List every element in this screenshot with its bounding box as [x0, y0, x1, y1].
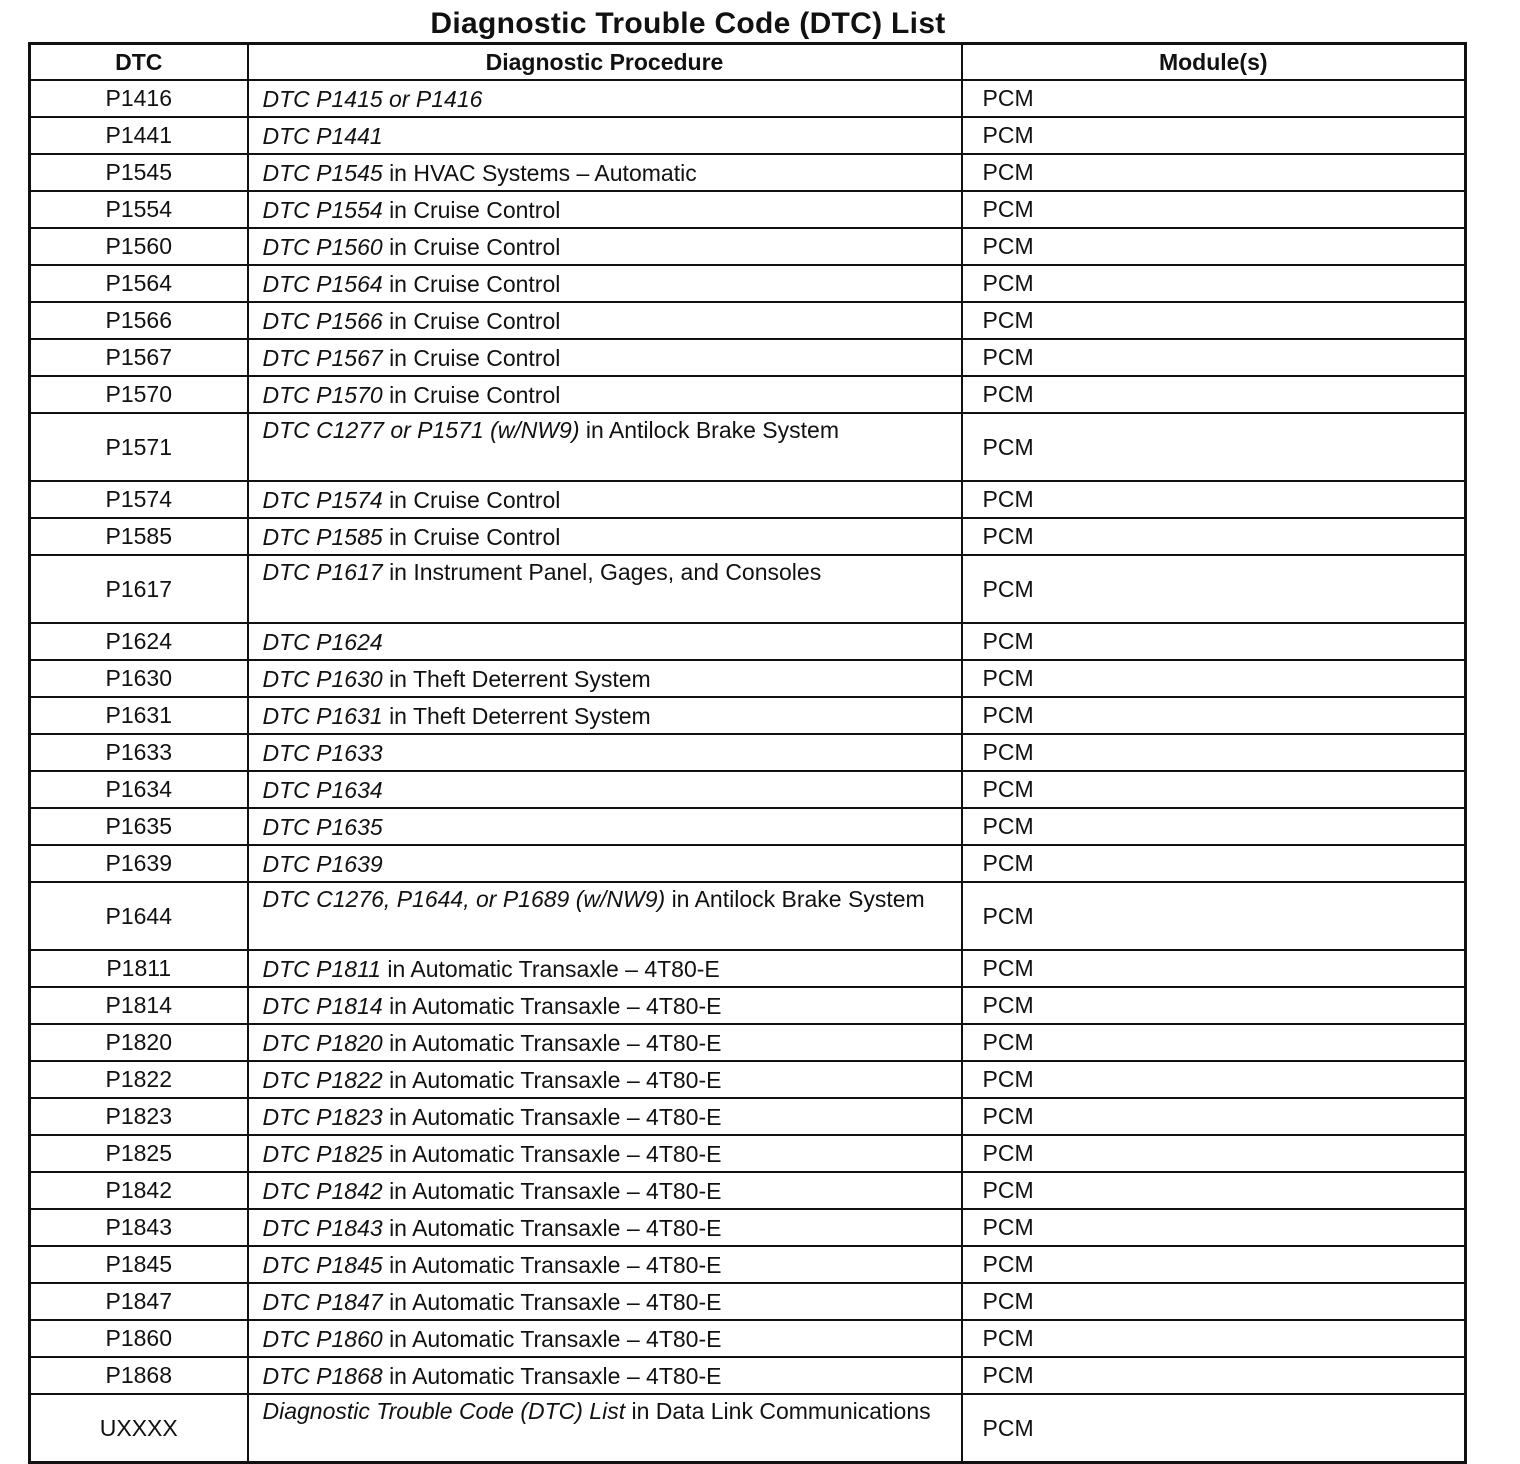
diagnostic-procedure-cell: [248, 555, 962, 623]
procedure-location: in Automatic Transaxle – 4T80-E: [389, 1141, 722, 1167]
procedure-reference: DTC P1567: [262, 345, 383, 371]
dtc-code-cell: P1823: [30, 1098, 248, 1135]
procedure-reference: DTC P1822: [262, 1067, 383, 1093]
procedure-location: in Cruise Control: [389, 487, 561, 513]
dtc-code-cell: P1566: [30, 302, 248, 339]
module-cell: PCM: [962, 1246, 1466, 1283]
dtc-code-cell: P1635: [30, 808, 248, 845]
module-cell: PCM: [962, 950, 1466, 987]
procedure-location: in Automatic Transaxle – 4T80-E: [389, 1067, 722, 1093]
table-row: [30, 697, 1466, 734]
procedure-reference: DTC P1624: [262, 629, 383, 655]
procedure-reference: DTC P1564: [262, 271, 383, 297]
module-cell: PCM: [962, 623, 1466, 660]
diagnostic-procedure-cell: [248, 413, 962, 481]
diagnostic-procedure-cell: [248, 1172, 962, 1209]
module-cell: PCM: [962, 1024, 1466, 1061]
procedure-reference: DTC P1630: [262, 666, 383, 692]
procedure-location: in Cruise Control: [389, 524, 561, 550]
procedure-location: in Cruise Control: [389, 197, 561, 223]
module-cell: PCM: [962, 1209, 1466, 1246]
dtc-code-cell: P1825: [30, 1135, 248, 1172]
module-cell: PCM: [962, 376, 1466, 413]
module-cell: PCM: [962, 265, 1466, 302]
dtc-code-cell: P1630: [30, 660, 248, 697]
module-cell: PCM: [962, 882, 1466, 950]
procedure-reference: DTC C1276, P1644, or P1689 (w/NW9): [262, 886, 666, 912]
procedure-reference: DTC P1825: [262, 1141, 383, 1167]
dtc-code-cell: P1814: [30, 987, 248, 1024]
procedure-location: in Automatic Transaxle – 4T80-E: [389, 993, 722, 1019]
module-cell: PCM: [962, 1061, 1466, 1098]
procedure-location: in Automatic Transaxle – 4T80-E: [389, 1289, 722, 1315]
dtc-code-cell: P1822: [30, 1061, 248, 1098]
module-cell: PCM: [962, 518, 1466, 555]
procedure-location: in Automatic Transaxle – 4T80-E: [389, 1104, 722, 1130]
dtc-code-cell: P1860: [30, 1320, 248, 1357]
table-row: [30, 987, 1466, 1024]
procedure-reference: DTC P1415 or P1416: [262, 86, 483, 112]
table-row: [30, 1246, 1466, 1283]
procedure-location: in Antilock Brake System: [671, 886, 925, 912]
module-cell: PCM: [962, 1357, 1466, 1394]
procedure-reference: DTC P1545: [262, 160, 383, 186]
procedure-reference: DTC P1845: [262, 1252, 383, 1278]
procedure-reference: DTC P1633: [262, 740, 383, 766]
diagnostic-procedure-cell: [248, 950, 962, 987]
procedure-reference: DTC P1560: [262, 234, 383, 260]
table-row: [30, 1135, 1466, 1172]
module-cell: PCM: [962, 555, 1466, 623]
module-cell: PCM: [962, 413, 1466, 481]
module-cell: PCM: [962, 339, 1466, 376]
dtc-code-cell: P1847: [30, 1283, 248, 1320]
procedure-reference: DTC P1566: [262, 308, 383, 334]
diagnostic-procedure-cell: [248, 882, 962, 950]
diagnostic-procedure-cell: [248, 697, 962, 734]
table-row: [30, 845, 1466, 882]
module-cell: PCM: [962, 1283, 1466, 1320]
dtc-code-cell: P1639: [30, 845, 248, 882]
module-cell: PCM: [962, 771, 1466, 808]
diagnostic-procedure-cell: [248, 1246, 962, 1283]
dtc-code-cell: P1633: [30, 734, 248, 771]
procedure-location: in Theft Deterrent System: [389, 666, 651, 692]
dtc-code-cell: P1820: [30, 1024, 248, 1061]
diagnostic-procedure-cell: [248, 265, 962, 302]
procedure-location: in Instrument Panel, Gages, and Consoles: [389, 559, 822, 585]
table-body: [30, 80, 1466, 1463]
header-diagnostic-procedure: Diagnostic Procedure: [248, 44, 962, 81]
diagnostic-procedure-cell: [248, 376, 962, 413]
module-cell: PCM: [962, 1098, 1466, 1135]
dtc-code-cell: UXXXX: [30, 1394, 248, 1463]
header-row: [30, 44, 1466, 81]
dtc-code-cell: P1545: [30, 154, 248, 191]
procedure-location: in Automatic Transaxle – 4T80-E: [389, 1326, 722, 1352]
procedure-reference: DTC P1847: [262, 1289, 383, 1315]
procedure-reference: DTC P1823: [262, 1104, 383, 1130]
procedure-reference: DTC P1441: [262, 123, 383, 149]
table-row: [30, 228, 1466, 265]
procedure-location: in Theft Deterrent System: [389, 703, 651, 729]
procedure-reference: DTC C1277 or P1571 (w/NW9): [262, 417, 580, 443]
procedure-reference: DTC P1814: [262, 993, 383, 1019]
dtc-code-cell: P1567: [30, 339, 248, 376]
procedure-reference: DTC P1811: [262, 956, 381, 982]
module-cell: PCM: [962, 1394, 1466, 1463]
table-row: [30, 660, 1466, 697]
procedure-reference: DTC P1842: [262, 1178, 383, 1204]
table-row: [30, 1320, 1466, 1357]
module-cell: PCM: [962, 191, 1466, 228]
diagnostic-procedure-cell: [248, 302, 962, 339]
procedure-reference: DTC P1585: [262, 524, 383, 550]
procedure-reference: DTC P1554: [262, 197, 383, 223]
module-cell: PCM: [962, 1172, 1466, 1209]
diagnostic-procedure-cell: [248, 1024, 962, 1061]
table-row: [30, 808, 1466, 845]
diagnostic-procedure-cell: [248, 660, 962, 697]
procedure-location: in Cruise Control: [389, 234, 561, 260]
dtc-code-cell: P1416: [30, 80, 248, 117]
procedure-reference: DTC P1843: [262, 1215, 383, 1241]
dtc-code-cell: P1631: [30, 697, 248, 734]
module-cell: PCM: [962, 302, 1466, 339]
dtc-code-cell: P1564: [30, 265, 248, 302]
procedure-reference: Diagnostic Trouble Code (DTC) List: [262, 1398, 626, 1424]
module-cell: PCM: [962, 1320, 1466, 1357]
diagnostic-procedure-cell: [248, 80, 962, 117]
table-row: [30, 191, 1466, 228]
diagnostic-procedure-cell: [248, 117, 962, 154]
module-cell: PCM: [962, 987, 1466, 1024]
table-row: [30, 1172, 1466, 1209]
module-cell: PCM: [962, 80, 1466, 117]
table-row: [30, 339, 1466, 376]
table-row: [30, 1394, 1466, 1463]
table-row: [30, 302, 1466, 339]
diagnostic-procedure-cell: [248, 1394, 962, 1463]
dtc-code-cell: P1570: [30, 376, 248, 413]
table-row: [30, 1061, 1466, 1098]
table-row: [30, 518, 1466, 555]
procedure-reference: DTC P1635: [262, 814, 383, 840]
table-row: [30, 555, 1466, 623]
dtc-code-cell: P1571: [30, 413, 248, 481]
procedure-location: in Automatic Transaxle – 4T80-E: [389, 1363, 722, 1389]
table-row: [30, 1283, 1466, 1320]
diagnostic-procedure-cell: [248, 1283, 962, 1320]
dtc-code-cell: P1843: [30, 1209, 248, 1246]
procedure-location: in HVAC Systems – Automatic: [389, 160, 697, 186]
table-row: [30, 623, 1466, 660]
procedure-location: in Cruise Control: [389, 308, 561, 334]
procedure-location: in Automatic Transaxle – 4T80-E: [387, 956, 720, 982]
diagnostic-procedure-cell: [248, 808, 962, 845]
procedure-reference: DTC P1868: [262, 1363, 383, 1389]
diagnostic-procedure-cell: [248, 1061, 962, 1098]
dtc-code-cell: P1811: [30, 950, 248, 987]
module-cell: PCM: [962, 845, 1466, 882]
procedure-reference: DTC P1570: [262, 382, 383, 408]
diagnostic-procedure-cell: [248, 191, 962, 228]
diagnostic-procedure-cell: [248, 623, 962, 660]
procedure-reference: DTC P1617: [262, 559, 383, 585]
dtc-code-cell: P1634: [30, 771, 248, 808]
dtc-code-cell: P1617: [30, 555, 248, 623]
diagnostic-procedure-cell: [248, 734, 962, 771]
dtc-code-cell: P1624: [30, 623, 248, 660]
procedure-reference: DTC P1634: [262, 777, 383, 803]
diagnostic-procedure-cell: [248, 1320, 962, 1357]
procedure-location: in Cruise Control: [389, 271, 561, 297]
diagnostic-procedure-cell: [248, 1357, 962, 1394]
dtc-code-cell: P1560: [30, 228, 248, 265]
header-dtc: DTC: [30, 44, 248, 81]
module-cell: PCM: [962, 808, 1466, 845]
diagnostic-procedure-cell: [248, 481, 962, 518]
table-row: [30, 117, 1466, 154]
diagnostic-procedure-cell: [248, 339, 962, 376]
table-row: [30, 376, 1466, 413]
diagnostic-procedure-cell: [248, 1209, 962, 1246]
table-row: [30, 1209, 1466, 1246]
procedure-reference: DTC P1820: [262, 1030, 383, 1056]
procedure-location: in Automatic Transaxle – 4T80-E: [389, 1030, 722, 1056]
procedure-reference: DTC P1574: [262, 487, 383, 513]
dtc-code-cell: P1585: [30, 518, 248, 555]
table-row: [30, 481, 1466, 518]
procedure-location: in Automatic Transaxle – 4T80-E: [389, 1215, 722, 1241]
diagnostic-procedure-cell: [248, 1135, 962, 1172]
module-cell: PCM: [962, 734, 1466, 771]
procedure-location: in Cruise Control: [389, 345, 561, 371]
diagnostic-procedure-cell: [248, 518, 962, 555]
module-cell: PCM: [962, 481, 1466, 518]
dtc-code-cell: P1554: [30, 191, 248, 228]
table-row: [30, 265, 1466, 302]
diagnostic-procedure-cell: [248, 987, 962, 1024]
table-row: [30, 80, 1466, 117]
table-header: [30, 44, 1466, 81]
table-row: [30, 154, 1466, 191]
header-modules: Module(s): [962, 44, 1466, 81]
procedure-location: in Cruise Control: [389, 382, 561, 408]
diagnostic-procedure-cell: [248, 845, 962, 882]
procedure-location: in Automatic Transaxle – 4T80-E: [389, 1252, 722, 1278]
diagnostic-procedure-cell: [248, 154, 962, 191]
dtc-code-cell: P1644: [30, 882, 248, 950]
module-cell: PCM: [962, 1135, 1466, 1172]
dtc-code-cell: P1574: [30, 481, 248, 518]
page-title: Diagnostic Trouble Code (DTC) List: [430, 7, 946, 40]
dtc-code-cell: P1868: [30, 1357, 248, 1394]
module-cell: PCM: [962, 228, 1466, 265]
table-row: [30, 734, 1466, 771]
module-cell: PCM: [962, 697, 1466, 734]
table-row: [30, 1357, 1466, 1394]
procedure-location: in Automatic Transaxle – 4T80-E: [389, 1178, 722, 1204]
dtc-table: [28, 42, 1467, 1464]
table-row: [30, 413, 1466, 481]
table-row: [30, 882, 1466, 950]
module-cell: PCM: [962, 660, 1466, 697]
diagnostic-procedure-cell: [248, 771, 962, 808]
dtc-code-cell: P1842: [30, 1172, 248, 1209]
diagnostic-procedure-cell: [248, 228, 962, 265]
procedure-location: in Antilock Brake System: [585, 417, 839, 443]
procedure-location: in Data Link Communications: [631, 1398, 931, 1424]
procedure-reference: DTC P1631: [262, 703, 383, 729]
dtc-code-cell: P1441: [30, 117, 248, 154]
table-row: [30, 771, 1466, 808]
table-row: [30, 1024, 1466, 1061]
table-row: [30, 1098, 1466, 1135]
dtc-code-cell: P1845: [30, 1246, 248, 1283]
diagnostic-procedure-cell: [248, 1098, 962, 1135]
module-cell: PCM: [962, 154, 1466, 191]
procedure-reference: DTC P1639: [262, 851, 383, 877]
module-cell: PCM: [962, 117, 1466, 154]
table-row: [30, 950, 1466, 987]
procedure-reference: DTC P1860: [262, 1326, 383, 1352]
